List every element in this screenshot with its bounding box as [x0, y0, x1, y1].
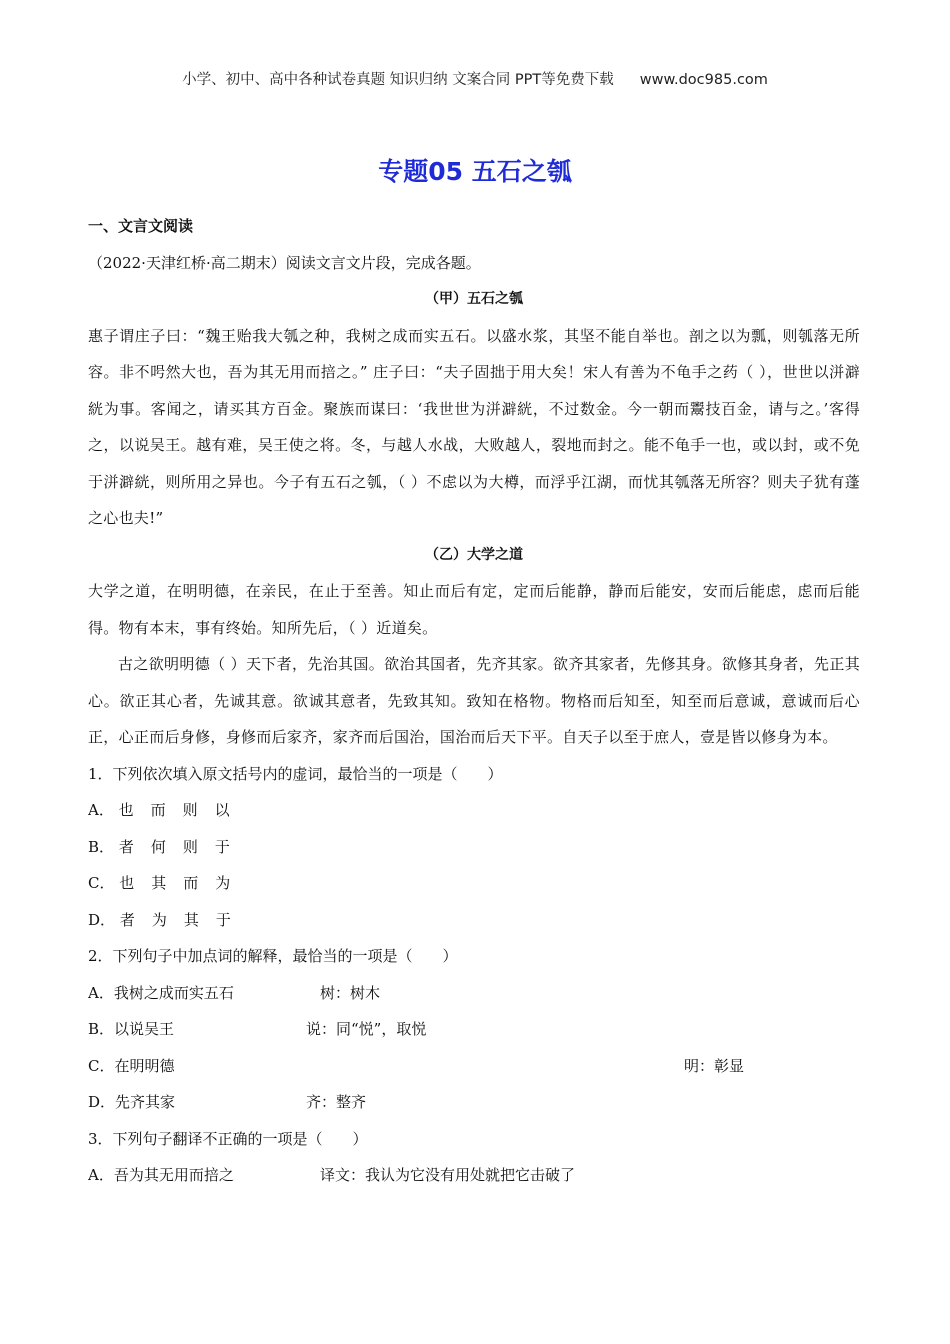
- option-word: 则: [182, 837, 198, 856]
- option-explanation: 齐：整齐: [306, 1093, 367, 1111]
- option-sentence: 吾为其无用而掊之: [113, 1166, 234, 1184]
- question-3-stem: 3．下列句子翻译不正确的一项是（ ）: [88, 1129, 368, 1148]
- option-word: 为: [151, 910, 167, 929]
- q1-option-b[interactable]: [88, 829, 860, 866]
- section-heading: 一、文言文阅读: [88, 217, 194, 235]
- option-label: B．: [88, 837, 115, 856]
- option-explanation: 译文：我认为它没有用处就把它击破了: [320, 1166, 576, 1184]
- option-label: C．: [88, 1056, 115, 1075]
- question-1-stem: 1．下列依次填入原文括号内的虚词，最恰当的一项是（ ）: [88, 764, 503, 783]
- option-explanation: 明：彰显: [684, 1056, 745, 1075]
- option-sentence: 在明明德: [114, 1056, 175, 1075]
- option-label: C．: [88, 874, 115, 892]
- option-word: 为: [215, 874, 231, 892]
- header-url[interactable]: www.doc985.com: [639, 72, 768, 88]
- q2-option-a[interactable]: [88, 975, 860, 1012]
- q2-option-c[interactable]: [88, 1048, 860, 1085]
- option-sentence: 先齐其家: [115, 1093, 176, 1111]
- passage-heading-yi: （乙）大学之道: [425, 546, 523, 563]
- option-word: 其: [183, 910, 199, 929]
- option-sentence: 我树之成而实五石: [113, 983, 234, 1002]
- option-label: D．: [88, 1093, 116, 1111]
- option-label: A．: [88, 801, 114, 819]
- option-explanation: 说：同“悦”，取悦: [306, 1020, 427, 1038]
- intro-text: （2022·天津红桥·高二期末）阅读文言文片段，完成各题。: [88, 253, 481, 272]
- passage-heading-jia: （甲）五石之瓠: [425, 291, 523, 307]
- q1-option-a[interactable]: [88, 792, 860, 829]
- page-header: [0, 68, 950, 89]
- passage-yi-p2: 古之欲明明德（ ）天下者，先治其国。欲治其国者，先齐其家。欲齐其家者，先修其身。欲修其身者，先正其心。欲正其心者，先诚其意。欲诚其意者，先致其知。致知在格物。物格而后知至，知至而后意诚，意诚而后心正，心正而后身修，身修而后家齐，家齐而后国治，国治而后天下平。自天子以至于庶人，壹是皆以修身为本。: [88, 655, 860, 746]
- option-word: 也: [118, 801, 134, 819]
- option-word: 而: [183, 874, 199, 892]
- option-label: D．: [88, 910, 116, 929]
- question-2-stem: 2．下列句子中加点词的解释，最恰当的一项是（ ）: [88, 947, 458, 965]
- document-title: 专题05 五石之瓠: [378, 157, 572, 186]
- document-body: [88, 208, 860, 1194]
- option-word: 其: [151, 874, 167, 892]
- passage-jia-text: 惠子谓庄子曰：“魏王贻我大瓠之种，我树之成而实五石。以盛水浆，其坚不能自举也。剖之以为瓢，则瓠落无所容。非不呺然大也，吾为其无用而掊之。” 庄子曰：“夫子固拙于用大矣！宋人有善为不龟手之药（ ），世世以洴澼絖为事。客闻之，请买其方百金。聚族而谋曰：‘我世世为洴澼絖，不过数金。今一朝而鬻技百金，请与之。’客得之，以说吴王。越有难，吴王使之将。冬，与越人水战，大败越人，裂地而封之。能不龟手一也，或以封，或不免于洴澼絖，则所用之异也。今子有五石之瓠，（ ）不虑以为大樽，而浮乎江湖，而忧其瓠落无所容？则夫子犹有蓬之心也夫!”: [88, 326, 860, 527]
- q3-option-a[interactable]: [88, 1157, 860, 1194]
- option-label: A．: [88, 1166, 114, 1184]
- option-word: 也: [119, 874, 135, 892]
- option-word: 而: [150, 801, 166, 819]
- option-word: 于: [214, 837, 230, 856]
- option-sentence: 以说吴王: [114, 1020, 175, 1038]
- passage-yi-p1: 大学之道，在明明德，在亲民，在止于至善。知止而后有定，定而后能静，静而后能安，安而后能虑，虑而后能得。物有本末，事有终始。知所先后，（ ）近道矣。: [88, 582, 860, 637]
- header-text: 小学、初中、高中各种试卷真题 知识归纳 文案合同 PPT等免费下载: [182, 72, 614, 88]
- option-word: 何: [150, 837, 166, 856]
- q1-option-c[interactable]: [88, 865, 860, 902]
- option-label: A．: [88, 983, 114, 1002]
- option-explanation: 树：树木: [320, 983, 381, 1002]
- option-word: 以: [214, 801, 230, 819]
- option-word: 者: [119, 910, 135, 929]
- option-word: 于: [215, 910, 231, 929]
- q2-option-b[interactable]: [88, 1011, 860, 1048]
- option-word: 则: [182, 801, 198, 819]
- option-label: B．: [88, 1020, 115, 1038]
- q1-option-d[interactable]: [88, 902, 860, 939]
- q2-option-d[interactable]: [88, 1084, 860, 1121]
- option-word: 者: [118, 837, 134, 856]
